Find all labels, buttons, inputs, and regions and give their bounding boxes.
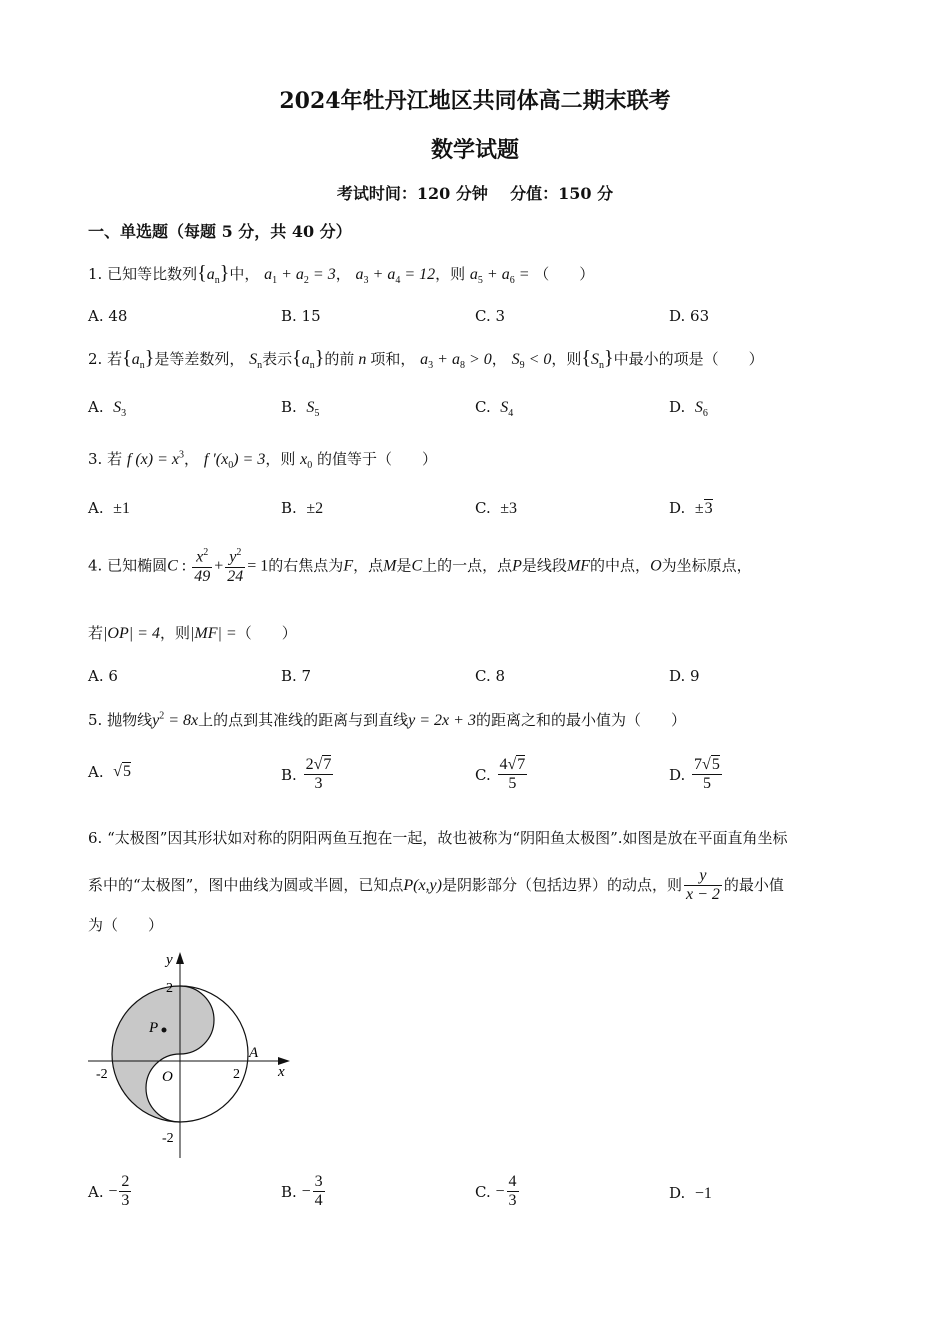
label-neg2-bottom: -2 bbox=[162, 1131, 174, 1146]
label-2-top: 2 bbox=[166, 981, 173, 996]
q3-option-c[interactable]: C. ±3 bbox=[475, 499, 518, 517]
question-4: 4. 已知椭圆C : $\frac{x^2}{49}$ + $\frac{y^2}{24}$ = 1的右焦点为F，点M是C上的一点，点P是线段MF的中点，O为坐标原点， bbox=[88, 547, 752, 585]
label-p: P bbox=[149, 1020, 159, 1036]
q3-option-a[interactable]: A. ±1 bbox=[88, 499, 130, 517]
q2-option-d[interactable]: D. $S_6$ bbox=[669, 398, 708, 420]
q2-option-a[interactable]: A. $S_3$ bbox=[88, 398, 127, 420]
q1-option-a[interactable]: A. 48 bbox=[88, 307, 128, 325]
q3-option-b[interactable]: B. ±2 bbox=[281, 499, 324, 517]
q4-option-c[interactable]: C. 8 bbox=[475, 667, 506, 685]
q1-option-b[interactable]: B. 15 bbox=[281, 307, 321, 325]
label-y: y bbox=[166, 952, 173, 968]
q4-option-a[interactable]: A. 6 bbox=[88, 667, 118, 685]
q4-option-d[interactable]: D. 9 bbox=[669, 667, 700, 685]
q5-option-b[interactable]: B. $\frac{2√7}{3}$ bbox=[281, 756, 332, 793]
question-6-line3: 为（ ） bbox=[88, 916, 164, 934]
q5-option-d[interactable]: D. $\frac{7√5}{5}$ bbox=[669, 756, 720, 793]
q6-option-c[interactable]: C. − $\frac{4}{3}$ bbox=[475, 1173, 517, 1210]
question-5: 5. 抛物线$y^2 = 8x$上的点到其准线的距离与到直线y = 2x + 3的距离之和的最小值为（ ） bbox=[88, 710, 686, 729]
question-6-line2: 系中的“太极图”，图中曲线为圆或半圆，已知点P(x,y)是阴影部分（包括边界）的动点，则 $\frac{y}{x - 2}$ 的最小值 bbox=[88, 867, 784, 904]
q1-option-d[interactable]: D. 63 bbox=[669, 307, 710, 325]
question-4-line2: 若|OP| = 4，则|MF| =（ ） bbox=[88, 624, 297, 642]
label-2-right: 2 bbox=[233, 1067, 240, 1082]
exam-info: 考试时间：120 分钟 分值：150 分 bbox=[336, 184, 614, 203]
taiji-figure bbox=[86, 950, 301, 1165]
shaded-region bbox=[112, 986, 214, 1122]
q6-option-d[interactable]: D. −1 bbox=[669, 1184, 712, 1202]
label-o: O bbox=[162, 1069, 173, 1085]
q5-option-c[interactable]: C. $\frac{4√7}{5}$ bbox=[475, 756, 526, 793]
question-2: 2. 若$\{a_n\}$是等差数列， $S_n$表示$\{a_n\}$的前 n 项和， $a_3 + a_8 > 0$， $S_9 < 0$，则$\{S_n\}$中最小的项是（ ） bbox=[88, 347, 764, 372]
exam-title: 2024年牡丹江地区共同体高二期末联考 bbox=[279, 88, 671, 114]
q3-option-d[interactable]: D. ±3 bbox=[669, 499, 713, 517]
section-heading: 一、单选题（每题 5 分，共 40 分） bbox=[88, 222, 352, 241]
question-1: 1. 已知等比数列$\{a_n\}$中， $a_1 + a_2 = 3$， $a_3 + a_4 = 12$，则 $a_5 + a_6$ = （ ） bbox=[88, 262, 595, 287]
y-axis-arrow bbox=[176, 952, 184, 964]
q6-option-a[interactable]: A. − $\frac{2}{3}$ bbox=[88, 1173, 130, 1210]
exam-subtitle: 数学试题 bbox=[430, 137, 519, 163]
q1-option-c[interactable]: C. 3 bbox=[475, 307, 506, 325]
q5-option-a[interactable]: A. √5 bbox=[88, 763, 131, 781]
q4-option-b[interactable]: B. 7 bbox=[281, 667, 312, 685]
q2-option-c[interactable]: C. $S_4$ bbox=[475, 398, 514, 420]
label-neg2-left: -2 bbox=[96, 1067, 108, 1082]
point-p-dot bbox=[162, 1028, 167, 1033]
label-a: A bbox=[249, 1045, 259, 1061]
label-x: x bbox=[278, 1064, 285, 1080]
question-3: 3. 若 f $(x) = x^3$， f $'(x_0) = 3$，则 $x_0$ 的值等于（ ） bbox=[88, 449, 438, 472]
q6-option-b[interactable]: B. − $\frac{3}{4}$ bbox=[281, 1173, 323, 1210]
q2-option-b[interactable]: B. $S_5$ bbox=[281, 398, 320, 420]
question-6: 6. “太极图”因其形状如对称的阴阳两鱼互抱在一起，故也被称为“阴阳鱼太极图”.如图是放在平面直角坐标 bbox=[88, 829, 788, 847]
